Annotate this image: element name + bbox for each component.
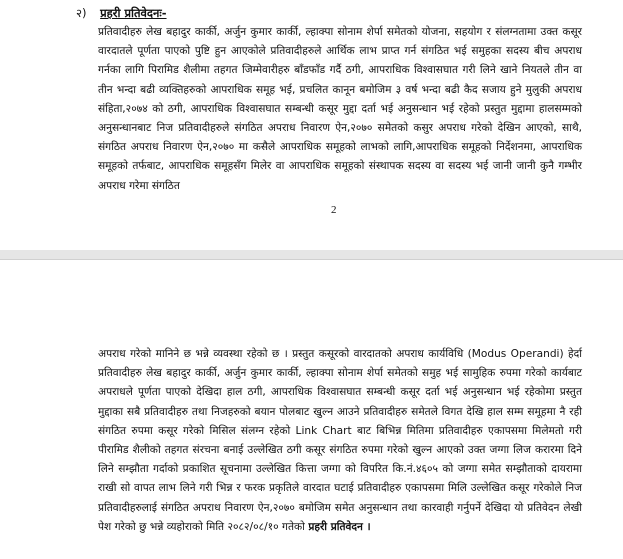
- section-heading: [76, 4, 167, 22]
- paragraph-2-bold-tail: प्रहरी प्रतिवेदन ।: [308, 520, 371, 533]
- paragraph-police-report-part-2: [98, 345, 582, 537]
- paragraph-2-body: अपराध गरेको मानिने छ भन्ने व्यवस्था रहेको छ । प्रस्तुत कसूरको वारदातको अपराध कार्यविधि (Modus Operandi) हेर्दा प्रतिवादीहरु लेख बहादुर कार्की, अर्जुन कुमार कार्की, ल्हाक्पा सोनाम शेर्पा समेतको समुह भई सामुहिक रुपमा गरेको कार्यबाट अपराधले पूर्णता पाएको देखिदा हाल ठगी, आपराधिक विश्वासघात सम्बन्धी कसूर दर्ता भई अनुसन्धान भई रहेकोमा प्रस्तुत मुद्दाका सबै प्रतिवादीहरु तथा निजहरुको बयान पोलबाट खुल्न आउने प्रतिवादीहरु समेतले विगत देखि हाल सम्म समूहमा नै रही संगठित रुपमा कसूर गरेको मिसिल संलग्न रहेको Link Chart बाट बिभिन्न मितिमा प्रतिवादीहरु एकापसमा मिलेमतो गरी पीरामिड शैलीको तहगत संरचना बनाई उल्लेखित ठगी कसूर संगठित रुपमा गरेको खुल्न आएको उक्त जग्गा लिज करारमा दिने लिने सम्झौता गर्दाको प्रकाशित सूचनामा उल्लेखित कित्ता जग्गा को विपरित कि.नं.४६०५ को जग्गा समेत सम्झौताको दायरामा राखी सो वापत लाभ लिने गरी भिन्न र फरक प्रकृतिले वारदात घटाई प्रतिवादीहरु एकापसमा मिलि उल्लेखित कसूर गरेकोले निज प्रतिवादीहरुलाई संगठित अपराध निवारण ऐन,२०७० बमोजिम समेत अनुसन्धान तथा कारवाही गर्नुपर्ने देखिदा यो प्रतिवेदन लेखी पेश गरेको छु भन्ने व्यहोराको मिति २०८२/०८/१० गतेको: [98, 348, 582, 533]
- paragraph-police-report-part-1: प्रतिवादीहरु लेख बहादुर कार्की, अर्जुन कुमार कार्की, ल्हाक्पा सोनाम शेर्पा समेतको योजना, सहयोग र संलग्नतामा उक्त कसूर वारदातले पूर्णता पाएको पुष्टि हुन आएकोले प्रतिवादीहरुले आर्थिक लाभ प्राप्त गर्न संगठित भई समुहका सदस्य बीच अपराध गर्नका लागि पिरामिड शैलीमा तहगत जिम्मेवारीहरु बाँडफाँड गर्दै ठगी, आपराधिक विश्वासघात गरी लिने खाने नियतले तीन वा तीन भन्दा बढी व्यक्तिहरुको आपराधिक समूह भई, प्रचलित कानून बमोजिम ३ वर्ष भन्दा बढी कैद सजाय हुने मुलुकी अपराध संहिता,२०७४ को ठगी, आपराधिक विश्वासघात सम्बन्धी कसूर मुद्दा दर्ता भई अनुसन्धान भई रहेको प्रस्तुत मुद्दामा हालसम्मको अनुसन्धानबाट निज प्रतिवादीहरुले संगठित अपराध निवारण ऐन,२०७० समेतको कसुर अपराध गरेको देखिन आएको, साथै, संगठित अपराध निवारण ऐन,२०७० मा कसैले आपराधिक समूहको लाभको लागि,आपराधिक समूहको निर्देशनमा, आपराधिक समूहको तर्फबाट, आपराधिक समूहसँग मिलेर वा आपराधिक समूहको संस्थापक सदस्य वा सदस्य भई जानी जानी कुनै गम्भीर अपराध गरेमा संगठित: [98, 26, 582, 192]
- section-title: प्रहरी प्रतिवेदनः-: [100, 6, 167, 20]
- page-break: [0, 250, 623, 259]
- section-number: २): [76, 6, 87, 20]
- document-page-top: [0, 0, 623, 250]
- page-number: 2: [331, 204, 337, 216]
